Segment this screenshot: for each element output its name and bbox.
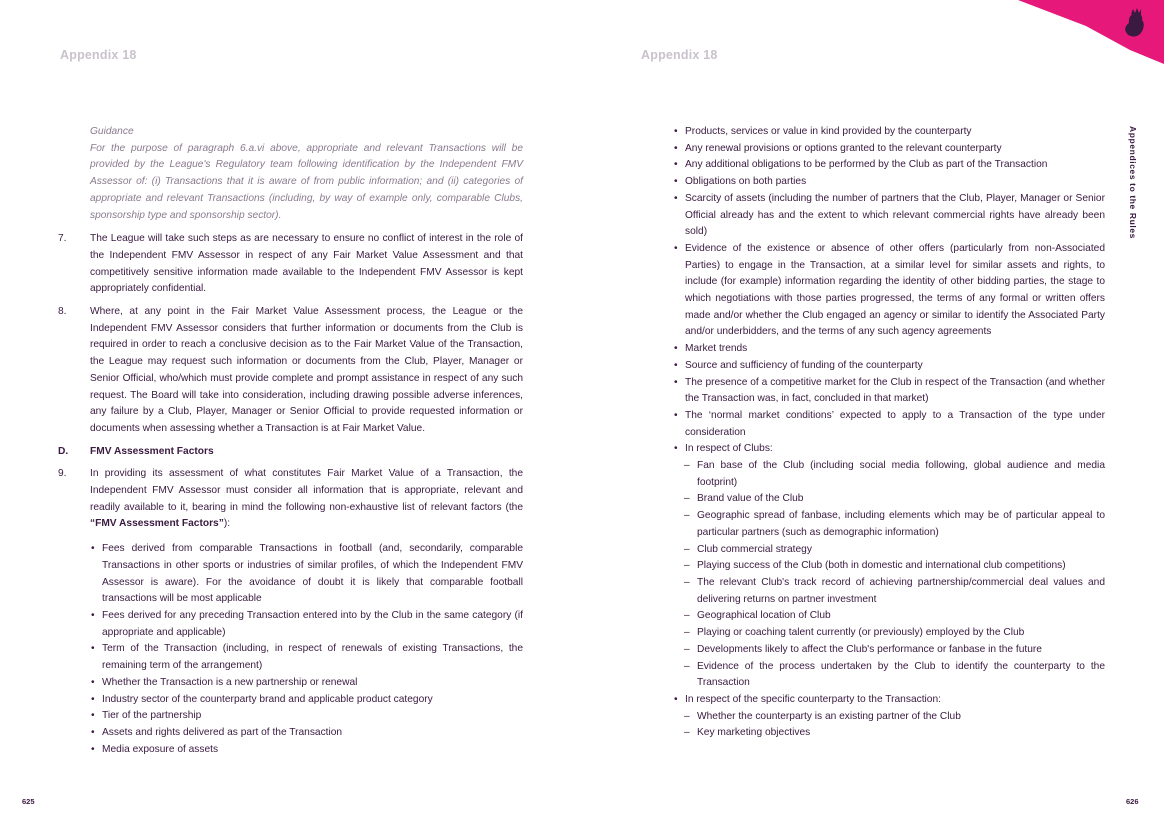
list-item: • Obligations on both parties (673, 174, 1105, 191)
paragraph-text: The League will take such steps as are necessary to ensure no conflict of interest in the role of the Independent FMV Assessor in respect of any Fair Market Value Assessment and that competitively sensitive information made available to the Independent FMV Assessor is kept appropriately confidential. (90, 233, 523, 295)
guidance-title: Guidance (90, 126, 134, 137)
sub-list-item: – Brand value of the Club (673, 491, 1105, 508)
paragraph-7 (58, 231, 523, 298)
paragraph-number: 8. (58, 306, 67, 318)
sub-list-item: – Whether the counterparty is an existing partner of the Club (673, 709, 1105, 726)
sub-list-item: – Key marketing objectives (673, 725, 1105, 742)
sub-list-item: – Geographical location of Club (673, 608, 1105, 625)
counterparty-heading: In respect of the specific counterparty to the Transaction: (685, 693, 941, 705)
paragraph-text: In providing its assessment of what constitutes Fair Market Value of a Transaction, the Independent FMV Assessor must consider all information that is appropriate, relevant and readily available to it, bearing in mind the following non-exhaustive list of relevant factors (the (90, 468, 523, 513)
sub-list-item: – Playing success of the Club (both in domestic and international club competitions) (673, 558, 1105, 575)
fmv-factors-list-continued (673, 124, 1105, 742)
sub-list-item: – Developments likely to affect the Club's performance or fanbase in the future (673, 642, 1105, 659)
clubs-heading: In respect of Clubs: (685, 443, 773, 455)
left-page-header: Appendix 18 (60, 48, 137, 62)
list-item: • Media exposure of assets (90, 742, 523, 759)
right-page-body (673, 124, 1105, 742)
left-page-body (58, 124, 523, 758)
paragraph-text-end: ): (223, 518, 231, 530)
list-item: • Fees derived for any preceding Transaction entered into by the Club in the same category (if appropriate and applicable) (90, 608, 523, 641)
premier-league-brand-corner (1018, 0, 1164, 70)
list-item: • Assets and rights delivered as part of the Transaction (90, 725, 523, 742)
sub-list-item: – Geographic spread of fanbase, including elements which may be of particular appeal to particular partners (such as demographic information) (673, 508, 1105, 541)
list-item: • Evidence of the existence or absence of other offers (particularly from non-Associated Parties) to engage in the Transaction, at a similar level for similar assets and rights, to include (for example) information regarding the identity of other bidding parties, the stage to which negotiations with those parties progressed, the terms of any formal or written offers made and/or whether the Club engaged an agency or similar to identify the Associated Party and/or underbidders, and the terms of any such agency agreements (673, 241, 1105, 341)
list-item: • Term of the Transaction (including, in respect of renewals of existing Transactions, the remaining term of the arrangement) (90, 641, 523, 674)
list-item: • The presence of a competitive market for the Club in respect of the Transaction (and whether the Transaction was, in fact, concluded in that market) (673, 375, 1105, 408)
defined-term: “FMV Assessment Factors” (90, 518, 224, 530)
section-heading-d (58, 444, 523, 461)
paragraph-8 (58, 304, 523, 438)
magenta-corner-shape (1018, 0, 1164, 64)
paragraph-9 (58, 466, 523, 533)
sub-list-item: – The relevant Club's track record of achieving partnership/commercial deal values and delivering returns on partner investment (673, 575, 1105, 608)
counterparty-sublist (673, 709, 1105, 742)
list-item: • Source and sufficiency of funding of the counterparty (673, 358, 1105, 375)
guidance-text: For the purpose of paragraph 6.a.vi above, appropriate and relevant Transactions will be provided by the League's Regulatory team following identification by the Independent FMV Assessor of: (i) Transactions that it is aware of from public information; and (ii) categories of appropriate and relevant Transactions (including, by way of example only, comparable Clubs, sponsorship type and sponsorship sector). (90, 142, 523, 221)
list-item: • Tier of the partnership (90, 708, 523, 725)
fmv-factors-list (90, 541, 523, 758)
side-tab-label[interactable]: Appendices to the Rules (1128, 126, 1138, 239)
clubs-sublist (673, 458, 1105, 692)
sub-list-item: – Club commercial strategy (673, 542, 1105, 559)
list-item: • Whether the Transaction is a new partnership or renewal (90, 675, 523, 692)
sub-list-item: – Playing or coaching talent currently (or previously) employed by the Club (673, 625, 1105, 642)
list-item: • Market trends (673, 341, 1105, 358)
list-item: • The ‘normal market conditions’ expected to apply to a Transaction of the type under consideration (673, 408, 1105, 441)
list-item-clubs (673, 441, 1105, 692)
sub-list-item: – Fan base of the Club (including social media following, global audience and media footprint) (673, 458, 1105, 491)
list-item: • Any renewal provisions or options granted to the relevant counterparty (673, 141, 1105, 158)
guidance-block (58, 124, 523, 224)
left-page-number: 625 (22, 797, 35, 806)
section-title: FMV Assessment Factors (90, 445, 214, 457)
sub-list-item: – Evidence of the process undertaken by the Club to identify the counterparty to the Transaction (673, 659, 1105, 692)
list-item: • Industry sector of the counterparty brand and applicable product category (90, 692, 523, 709)
list-item: • Products, services or value in kind provided by the counterparty (673, 124, 1105, 141)
right-page-number: 626 (1126, 797, 1139, 806)
list-item: • Any additional obligations to be performed by the Club as part of the Transaction (673, 157, 1105, 174)
section-letter: D. (58, 445, 69, 457)
paragraph-number: 7. (58, 233, 67, 245)
list-item-counterparty (673, 692, 1105, 742)
list-item: • Fees derived from comparable Transactions in football (and, secondarily, comparable Transactions in other sports or industries of similar profiles, of which the Independent FMV Assessor is aware). For the avoidance of doubt it is likely that comparable football transactions will be most applicable (90, 541, 523, 608)
list-item: • Scarcity of assets (including the number of partners that the Club, Player, Manager or Senior Official already has and the extent to which relevant commercial rights have already been sold) (673, 191, 1105, 241)
paragraph-text: Where, at any point in the Fair Market Value Assessment process, the League or the Independent FMV Assessor considers that further information or documents from the Club is required in order to reach a conclusive decision as to the Fair Market Value of the Transaction, the League may request such information or documents from the Club, Player, Manager or Senior Official, who/which must provide complete and prompt assistance in respect of any such request. The Board will take into consideration, including drawing possible adverse inferences, any failure by a Club, Player, Manager or Senior Official to provide requested information or documents when assessing whether a Transaction is at Fair Market Value. (90, 306, 523, 434)
right-page-header: Appendix 18 (641, 48, 718, 62)
paragraph-number: 9. (58, 468, 67, 480)
